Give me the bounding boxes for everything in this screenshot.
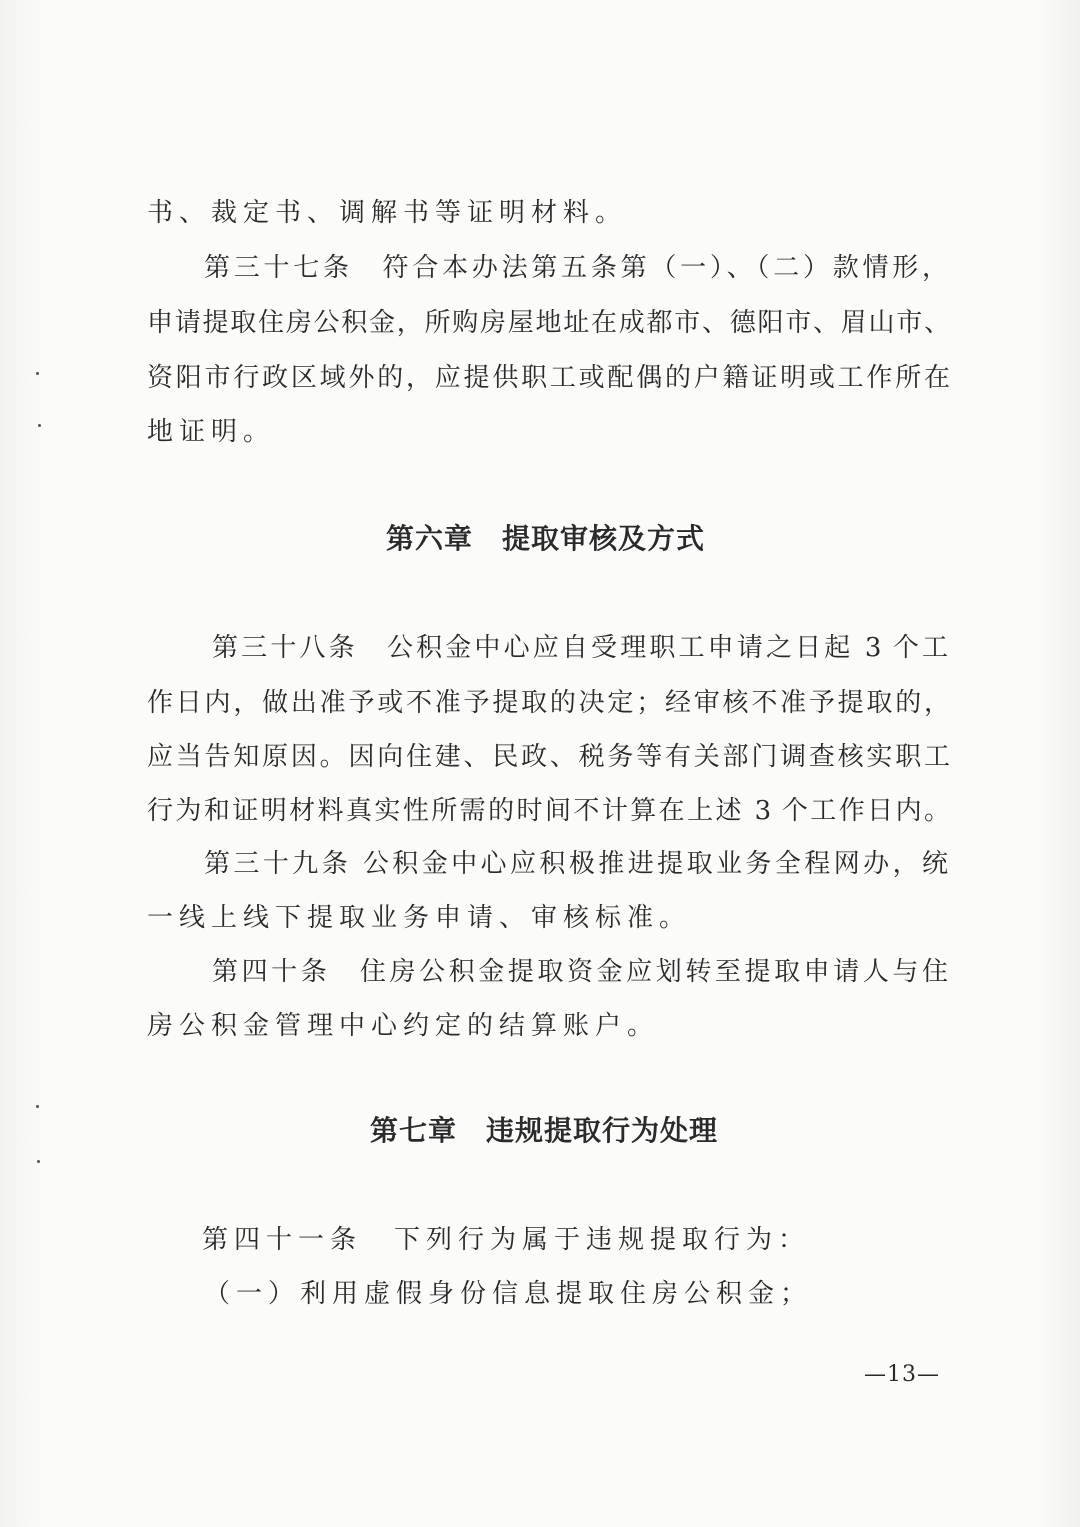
article-39-line: 第三十九条 公积金中心应积极推进提取业务全程网办，统 bbox=[204, 849, 948, 879]
scan-mark bbox=[36, 1105, 39, 1108]
body-line: 房公积金管理中心约定的结算账户。 bbox=[147, 1011, 660, 1041]
article-41-line: 第四十一条 下列行为属于违规提取行为： bbox=[202, 1225, 811, 1255]
article-40-line: 第四十条 住房公积金提取资金应划转至提取申请人与住 bbox=[212, 957, 948, 987]
list-item: （一）利用虚假身份信息提取住房公积金； bbox=[204, 1279, 813, 1309]
body-line: 地证明。 bbox=[147, 417, 276, 447]
chapter-6-heading: 第六章 提取审核及方式 bbox=[386, 522, 706, 555]
body-line: 行为和证明材料真实性所需的时间不计算在上述 3 个工作日内。 bbox=[147, 796, 950, 826]
scan-mark bbox=[38, 424, 41, 427]
body-line: 一线上线下提取业务申请、审核标准。 bbox=[147, 903, 692, 933]
scan-mark bbox=[37, 1160, 40, 1163]
body-line: 申请提取住房公积金，所购房屋地址在成都市、德阳市、眉山市、 bbox=[147, 308, 950, 338]
body-line: 应当告知原因。因向住建、民政、税务等有关部门调查核实职工 bbox=[147, 742, 950, 772]
scan-mark bbox=[36, 372, 39, 375]
body-line: 作日内，做出准予或不准予提取的决定；经审核不准予提取的， bbox=[147, 688, 950, 718]
body-line: 书、裁定书、调解书等证明材料。 bbox=[147, 198, 628, 228]
body-line: 资阳市行政区域外的，应提供职工或配偶的户籍证明或工作所在 bbox=[147, 363, 950, 393]
article-37-line: 第三十七条 符合本办法第五条第（一）、（二）款情形， bbox=[204, 253, 948, 283]
page-number: —13— bbox=[864, 1362, 940, 1387]
chapter-7-heading: 第七章 违规提取行为处理 bbox=[370, 1114, 719, 1147]
article-38-line: 第三十八条 公积金中心应自受理职工申请之日起 3 个工 bbox=[212, 633, 948, 663]
